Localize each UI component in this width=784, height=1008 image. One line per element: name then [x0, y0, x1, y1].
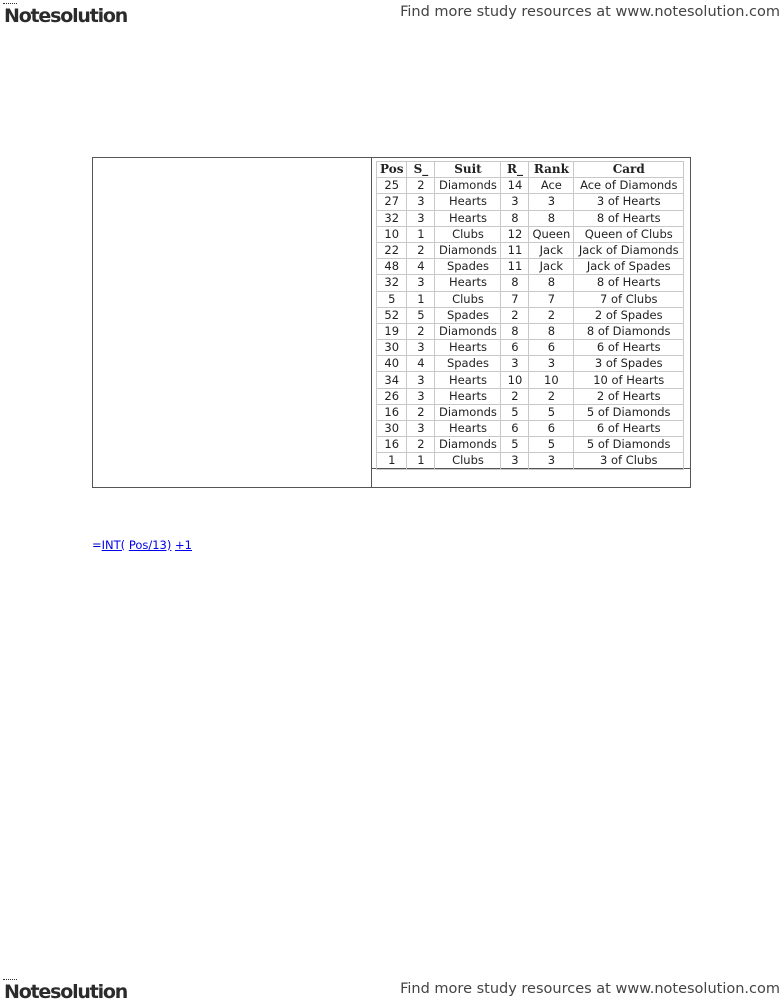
table-row — [377, 210, 684, 226]
card-table — [376, 161, 684, 470]
table-cell: 1 — [407, 226, 435, 242]
table-cell: 8 of Diamonds — [574, 323, 684, 339]
table-cell: 2 of Hearts — [574, 388, 684, 404]
table-cell: 2 — [407, 242, 435, 258]
table-cell: 34 — [377, 372, 407, 388]
table-cell: 8 — [501, 210, 529, 226]
table-cell: Diamonds — [435, 437, 501, 453]
table-cell: Diamonds — [435, 323, 501, 339]
footer-logo-text: Notesolution — [4, 978, 127, 1006]
table-cell: 10 — [377, 226, 407, 242]
column-header: Pos — [377, 162, 407, 178]
table-cell: 7 of Clubs — [574, 291, 684, 307]
table-cell: Hearts — [435, 275, 501, 291]
table-cell: 8 — [529, 323, 574, 339]
table-cell: 3 — [501, 356, 529, 372]
table-cell: 10 — [501, 372, 529, 388]
table-cell: 5 — [501, 437, 529, 453]
table-cell: 5 of Diamonds — [574, 437, 684, 453]
column-header: Suit — [435, 162, 501, 178]
table-cell: 32 — [377, 275, 407, 291]
table-cell: 6 — [529, 421, 574, 437]
table-row — [377, 291, 684, 307]
table-cell: 2 — [407, 404, 435, 420]
table-header-row — [377, 162, 684, 178]
footer-notesolution-logo — [4, 978, 127, 1006]
table-cell: 3 — [407, 210, 435, 226]
frame-divider — [371, 158, 372, 487]
table-body — [377, 178, 684, 469]
table-cell: Ace of Diamonds — [574, 178, 684, 194]
table-cell: Hearts — [435, 372, 501, 388]
table-cell: 3 — [529, 194, 574, 210]
table-row — [377, 275, 684, 291]
table-cell: 2 — [501, 307, 529, 323]
table-row — [377, 404, 684, 420]
table-cell: 2 — [501, 388, 529, 404]
table-cell: 30 — [377, 421, 407, 437]
notesolution-logo — [4, 2, 127, 30]
table-cell: Spades — [435, 307, 501, 323]
table-cell: Diamonds — [435, 242, 501, 258]
formula-text — [92, 538, 192, 552]
table-cell: 5 — [501, 404, 529, 420]
table-cell: Spades — [435, 259, 501, 275]
table-cell: 8 — [501, 323, 529, 339]
table-cell: Hearts — [435, 388, 501, 404]
table-cell: 3 — [407, 388, 435, 404]
table-cell: 2 — [407, 437, 435, 453]
table-cell: 22 — [377, 242, 407, 258]
table-cell: 6 — [501, 421, 529, 437]
table-cell: 30 — [377, 340, 407, 356]
table-cell: Clubs — [435, 291, 501, 307]
table-row — [377, 453, 684, 469]
table-cell: 26 — [377, 388, 407, 404]
table-row — [377, 356, 684, 372]
table-cell: 5 of Diamonds — [574, 404, 684, 420]
table-cell: 11 — [501, 259, 529, 275]
column-header: S_ — [407, 162, 435, 178]
table-row — [377, 242, 684, 258]
table-cell: Queen of Clubs — [574, 226, 684, 242]
table-cell: 2 — [529, 388, 574, 404]
footer-study-resources-text: Find more study resources at www.notesolution.com — [400, 981, 780, 997]
table-row — [377, 194, 684, 210]
table-cell: Queen — [529, 226, 574, 242]
table-cell: 3 — [407, 275, 435, 291]
table-cell: 3 of Spades — [574, 356, 684, 372]
table-cell: Jack — [529, 242, 574, 258]
table-cell: 3 — [529, 453, 574, 469]
table-cell: 52 — [377, 307, 407, 323]
table-row — [377, 372, 684, 388]
table-cell: Spades — [435, 356, 501, 372]
table-cell: Ace — [529, 178, 574, 194]
table-cell: 8 — [501, 275, 529, 291]
table-cell: 16 — [377, 404, 407, 420]
table-cell: 4 — [407, 259, 435, 275]
table-row — [377, 421, 684, 437]
table-cell: 3 of Hearts — [574, 194, 684, 210]
column-header: Rank — [529, 162, 574, 178]
table-cell: 6 of Hearts — [574, 421, 684, 437]
table-cell: 5 — [407, 307, 435, 323]
table-cell: 2 of Spades — [574, 307, 684, 323]
table-cell: Hearts — [435, 210, 501, 226]
formula-prefix: = — [92, 538, 102, 552]
table-cell: 16 — [377, 437, 407, 453]
table-row — [377, 226, 684, 242]
table-row — [377, 388, 684, 404]
table-cell: 8 of Hearts — [574, 210, 684, 226]
header-study-resources-text: Find more study resources at www.notesolution.com — [400, 4, 780, 20]
table-cell: 32 — [377, 210, 407, 226]
table-cell: 2 — [529, 307, 574, 323]
table-cell: 14 — [501, 178, 529, 194]
table-cell: 7 — [501, 291, 529, 307]
table-cell: 7 — [529, 291, 574, 307]
table-cell: 1 — [407, 291, 435, 307]
table-cell: Hearts — [435, 421, 501, 437]
table-cell: 3 — [501, 453, 529, 469]
column-header: Card — [574, 162, 684, 178]
table-cell: Hearts — [435, 194, 501, 210]
column-header: R_ — [501, 162, 529, 178]
table-cell: 8 — [529, 275, 574, 291]
table-cell: 27 — [377, 194, 407, 210]
table-cell: 10 of Hearts — [574, 372, 684, 388]
table-cell: 8 of Hearts — [574, 275, 684, 291]
table-row — [377, 340, 684, 356]
table-cell: 4 — [407, 356, 435, 372]
table-cell: 3 — [407, 372, 435, 388]
table-cell: Diamonds — [435, 404, 501, 420]
table-cell: 10 — [529, 372, 574, 388]
table-cell: 6 — [529, 340, 574, 356]
table-cell: 3 — [529, 356, 574, 372]
table-cell: 19 — [377, 323, 407, 339]
formula-link-pos[interactable]: Pos/13) — [128, 538, 172, 552]
table-cell: 6 of Hearts — [574, 340, 684, 356]
table-cell: Jack of Diamonds — [574, 242, 684, 258]
table-cell: 8 — [529, 210, 574, 226]
table-cell: 6 — [501, 340, 529, 356]
table-row — [377, 259, 684, 275]
table-cell: Clubs — [435, 453, 501, 469]
table-cell: 2 — [407, 178, 435, 194]
table-cell: 1 — [407, 453, 435, 469]
table-cell: 5 — [377, 291, 407, 307]
table-cell: Jack — [529, 259, 574, 275]
table-cell: 5 — [529, 404, 574, 420]
table-cell: 3 of Clubs — [574, 453, 684, 469]
table-cell: 48 — [377, 259, 407, 275]
table-cell: Clubs — [435, 226, 501, 242]
table-cell: 11 — [501, 242, 529, 258]
table-cell: 5 — [529, 437, 574, 453]
table-row — [377, 178, 684, 194]
table-row — [377, 323, 684, 339]
logo-text: Notesolution — [4, 2, 127, 30]
table-cell: 3 — [407, 194, 435, 210]
table-cell: 2 — [407, 323, 435, 339]
table-cell: 1 — [377, 453, 407, 469]
table-cell: Diamonds — [435, 178, 501, 194]
formula-link-int[interactable]: INT( — [101, 538, 126, 552]
table-cell: 3 — [407, 340, 435, 356]
table-cell: 3 — [407, 421, 435, 437]
formula-link-plus-one[interactable]: +1 — [175, 538, 192, 552]
table-cell: 3 — [501, 194, 529, 210]
table-cell: 25 — [377, 178, 407, 194]
table-cell: Hearts — [435, 340, 501, 356]
table-cell: 12 — [501, 226, 529, 242]
table-row — [377, 307, 684, 323]
table-row — [377, 437, 684, 453]
table-cell: Jack of Spades — [574, 259, 684, 275]
table-cell: 40 — [377, 356, 407, 372]
